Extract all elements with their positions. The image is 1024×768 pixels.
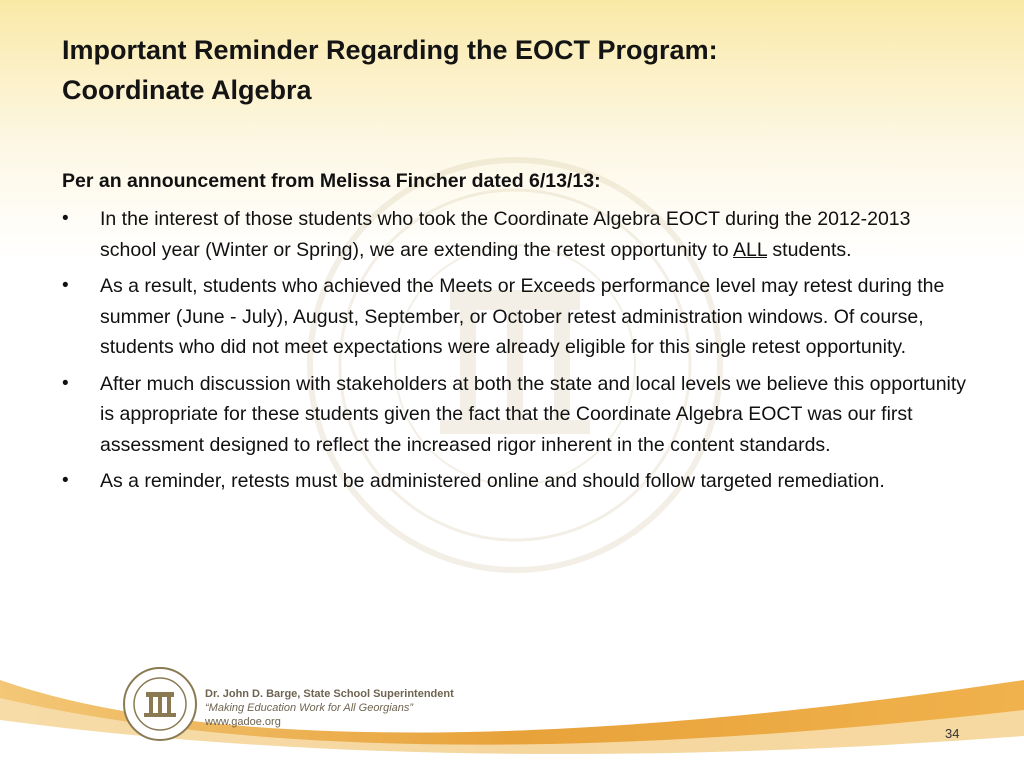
footer-credits [205,687,454,729]
slide-title [62,30,718,110]
bullet-item-1-text-before: In the interest of those students who took the Coordinate Algebra EOCT during the 2012-2013 school year (Winter or Spring), we are extending the retest opportunity to [100,208,911,261]
announcement-subheading: Per an announcement from Melissa Fincher dated 6/13/13: [62,170,601,192]
bullet-item-1 [62,204,972,265]
website-link[interactable]: www.gadoe.org [205,716,281,728]
superintendent-name: Dr. John D. Barge, State School Superintendent [205,688,454,700]
bullet-list [62,204,972,503]
bullet-item-3: • After much discussion with stakeholders at both the state and local levels we believe this opportunity is appropriate for these students given the fact that the Coordinate Algebra EOCT was our first assessment designed to reflect the increased rigor inherent in the content standards. [62,369,972,461]
footer-tagline: “Making Education Work for All Georgians” [205,702,414,714]
bullet-item-1-underlined-text: ALL [733,238,767,261]
page-number: 34 [945,726,960,741]
department-of-education-seal-icon [122,666,198,742]
slide-title-line-1: Important Reminder Regarding the EOCT Program: [62,35,718,65]
bullet-item-1-text-after: students. [766,238,852,261]
bullet-item-2: • As a result, students who achieved the Meets or Exceeds performance level may retest during the summer (June - July), August, September, or October retest administration windows. Of course, students who did not meet expectations were already eligible for this single retest opportunity. [62,271,972,363]
bullet-item-4: • As a reminder, retests must be administered online and should follow targeted remediation. [62,466,972,497]
slide-title-line-2: Coordinate Algebra [62,75,312,105]
